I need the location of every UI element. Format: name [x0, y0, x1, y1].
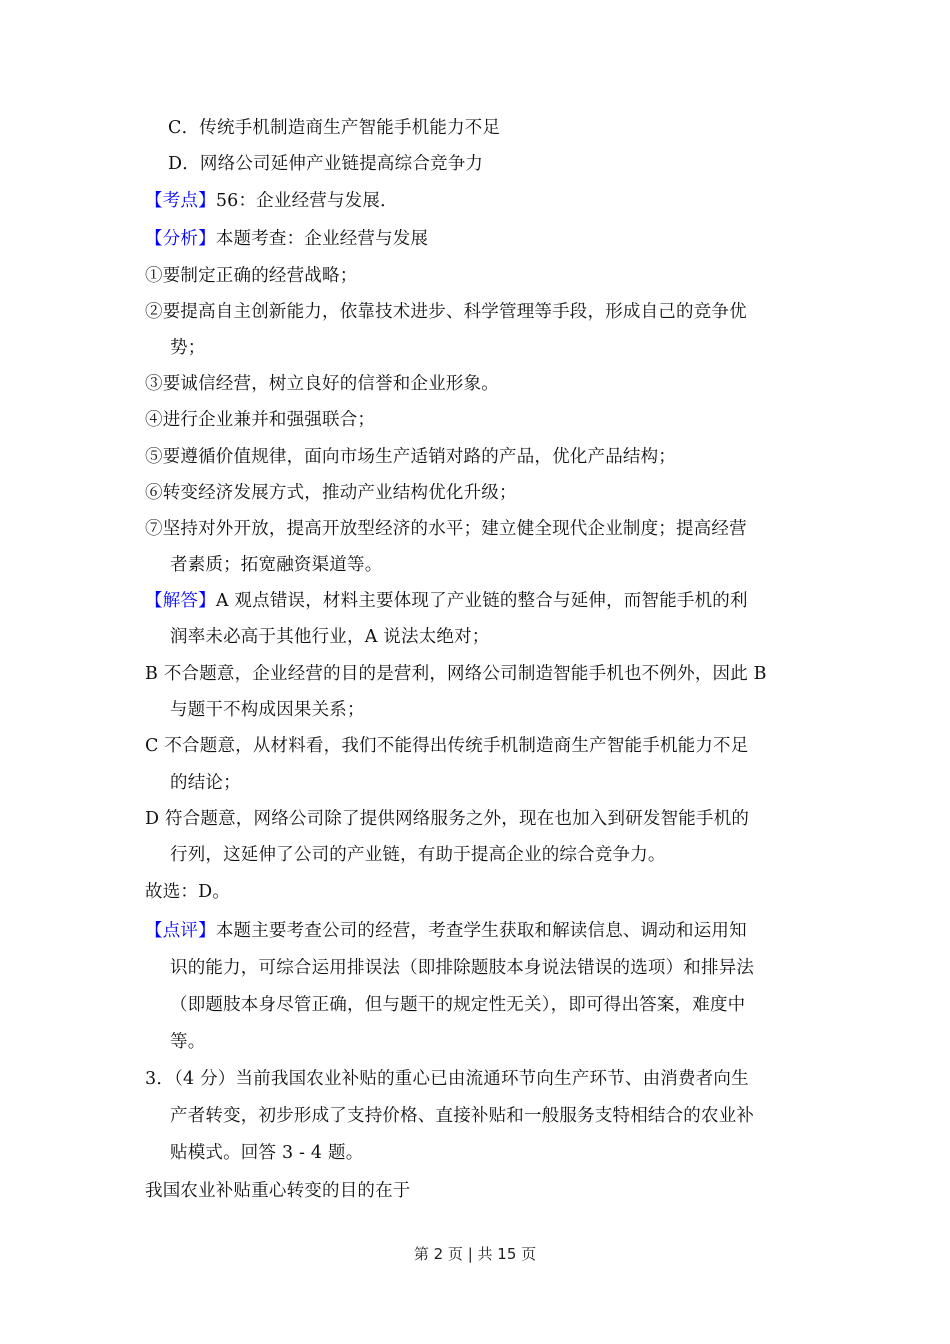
jieda-line-7: D 符合题意，网络公司除了提供网络服务之外，现在也加入到研发智能手机的	[145, 809, 750, 829]
option-c: C．传统手机制造商生产智能手机能力不足	[168, 118, 501, 138]
dianping-line-3: （即题肢本身尽管正确，但与题干的规定性无关），即可得出答案，难度中	[170, 995, 746, 1015]
point-4: ④进行企业兼并和强强联合；	[145, 410, 376, 430]
question-3-line-1: 3．（4 分）当前我国农业补贴的重心已由流通环节向生产环节、由消费者向生	[145, 1069, 749, 1089]
point-1: ①要制定正确的经营战略；	[145, 266, 358, 286]
question-3-stem: 我国农业补贴重心转变的目的在于	[145, 1181, 411, 1201]
kaodian-section	[145, 190, 398, 212]
point-2: ②要提高自主创新能力，依靠技术进步、科学管理等手段，形成自己的竞争优	[145, 302, 747, 322]
option-d: D．网络公司延伸产业链提高综合竞争力	[168, 154, 484, 174]
point-2-cont: 势；	[170, 338, 206, 358]
kaodian-tag: 【考点】	[145, 191, 216, 211]
fenxi-text: 本题考查：企业经营与发展	[215, 229, 429, 249]
kaodian-text: 56：企业经营与发展．	[215, 191, 398, 211]
question-3-line-2: 产者转变，初步形成了支持价格、直接补贴和一般服务支特相结合的农业补	[170, 1106, 755, 1126]
jieda-line-6: 的结论；	[170, 773, 241, 793]
page-footer: 第 2 页 | 共 15 页	[413, 1245, 537, 1263]
jieda-line-5: C 不合题意，从材料看，我们不能得出传统手机制造商生产智能手机能力不足	[145, 736, 749, 756]
point-3: ③要诚信经营，树立良好的信誉和企业形象。	[145, 374, 499, 394]
jieda-section	[145, 590, 748, 612]
dianping-line-2: 识的能力，可综合运用排误法（即排除题肢本身说法错误的选项）和排异法	[170, 958, 755, 978]
point-5: ⑤要遵循价值规律，面向市场生产适销对路的产品，优化产品结构；	[145, 447, 676, 467]
fenxi-section	[145, 228, 428, 250]
dianping-tag: 【点评】	[145, 921, 216, 941]
jieda-line-4: 与题干不构成因果关系；	[170, 700, 365, 720]
dianping-section	[145, 920, 747, 942]
jieda-tag: 【解答】	[145, 591, 216, 611]
point-6: ⑥转变经济发展方式，推动产业结构优化升级；	[145, 483, 517, 503]
jieda-line-8: 行列，这延伸了公司的产业链，有助于提高企业的综合竞争力。	[170, 845, 666, 865]
point-7-cont: 者素质；拓宽融资渠道等。	[170, 555, 383, 575]
point-7: ⑦坚持对外开放，提高开放型经济的水平；建立健全现代企业制度；提高经营	[145, 519, 747, 539]
dianping-line-4: 等。	[170, 1032, 206, 1052]
question-3-line-3: 贴模式。回答 3 - 4 题。	[170, 1143, 364, 1163]
jieda-line-1: A 观点错误，材料主要体现了产业链的整合与延伸，而智能手机的利	[215, 591, 748, 611]
answer-line: 故选：D。	[145, 882, 231, 902]
jieda-line-3: B 不合题意，企业经营的目的是营利，网络公司制造智能手机也不例外，因此 B	[145, 664, 767, 684]
dianping-line-1: 本题主要考查公司的经营，考查学生获取和解读信息、调动和运用知	[215, 921, 747, 941]
jieda-line-2: 润率未必高于其他行业，A 说法太绝对；	[170, 627, 490, 647]
fenxi-tag: 【分析】	[145, 229, 216, 249]
